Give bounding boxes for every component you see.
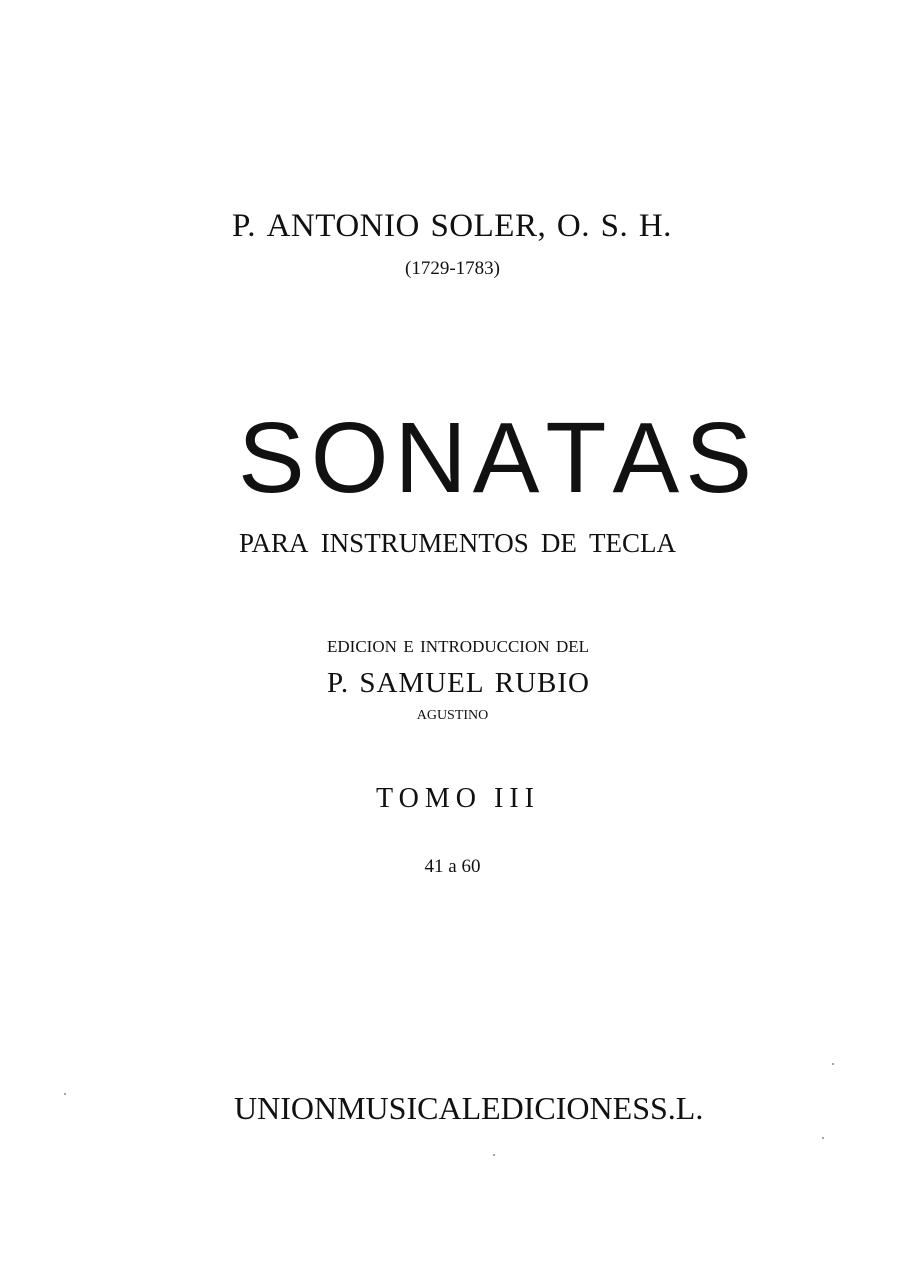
composer-dates: (1729-1783) xyxy=(405,258,500,279)
subtitle-word: DE xyxy=(540,528,577,558)
scan-speck xyxy=(493,1154,495,1156)
volume-label xyxy=(376,783,540,815)
scan-speck xyxy=(64,1093,66,1095)
scan-speck xyxy=(822,1137,824,1139)
title-letter: S xyxy=(238,402,311,514)
composer-word: SOLER, xyxy=(430,208,547,244)
volume-word: TOMO xyxy=(376,783,482,814)
title-letter: A xyxy=(472,402,546,514)
title-letter: O xyxy=(310,402,395,514)
publisher-word: S.L. xyxy=(649,1090,704,1126)
composer-name xyxy=(232,208,672,245)
composer-word: O. xyxy=(556,208,590,244)
editor-word: RUBIO xyxy=(494,667,590,699)
title-letter: A xyxy=(612,402,686,514)
subtitle-word: PARA xyxy=(239,528,309,558)
editor-order: AGUSTINO xyxy=(416,708,489,723)
edition-word: EDICION xyxy=(327,637,397,656)
composer-word: P. xyxy=(232,208,256,244)
title-letter: N xyxy=(394,402,473,514)
page-title xyxy=(238,402,758,514)
edition-word: DEL xyxy=(555,637,589,656)
edition-word: E xyxy=(403,637,414,656)
title-letter: T xyxy=(545,402,613,514)
publisher-name xyxy=(234,1090,704,1127)
volume-number: III xyxy=(494,783,540,814)
composer-word: S. xyxy=(600,208,629,244)
composer-word: H. xyxy=(638,208,672,244)
publisher-word: UNION xyxy=(234,1090,338,1126)
subtitle xyxy=(239,528,676,559)
sonata-range: 41 a 60 xyxy=(424,856,481,877)
edition-word: INTRODUCCION xyxy=(420,637,550,656)
subtitle-word: TECLA xyxy=(589,528,676,558)
editor-word: SAMUEL xyxy=(359,667,485,699)
composer-word: ANTONIO xyxy=(266,208,420,244)
publisher-word: MUSICAL xyxy=(337,1090,482,1126)
edition-credit xyxy=(327,637,589,657)
publisher-word: EDICIONES xyxy=(481,1090,650,1126)
title-letter: S xyxy=(685,402,758,514)
subtitle-word: INSTRUMENTOS xyxy=(320,528,529,558)
editor-name xyxy=(327,667,590,700)
editor-word: P. xyxy=(327,667,350,699)
scan-speck xyxy=(832,1063,834,1065)
